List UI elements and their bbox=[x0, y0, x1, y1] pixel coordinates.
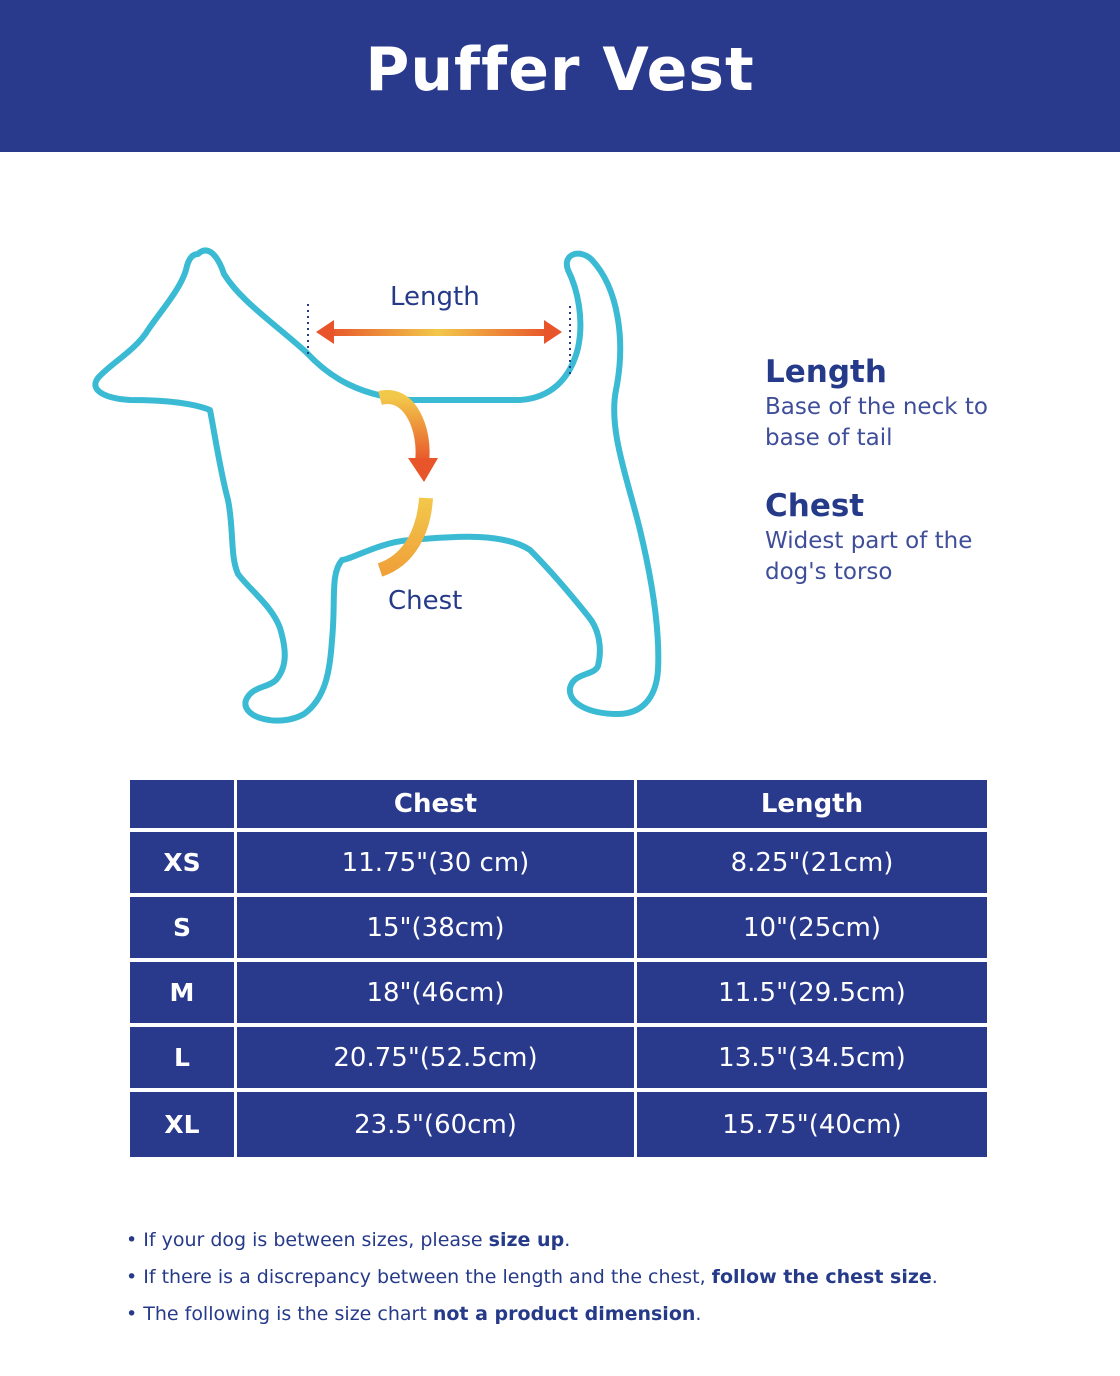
note-item bbox=[126, 1296, 1026, 1333]
legend-length-desc-line2: base of tail bbox=[765, 425, 893, 451]
page-title: Puffer Vest bbox=[365, 35, 755, 105]
note-item bbox=[126, 1222, 1026, 1259]
length-cell: 11.5"(29.5cm) bbox=[637, 962, 987, 1027]
size-chart-table bbox=[130, 780, 987, 1157]
dog-outline bbox=[95, 250, 658, 720]
length-cell: 10"(25cm) bbox=[637, 897, 987, 962]
legend-chest-desc-line2: dog's torso bbox=[765, 559, 893, 585]
legend-length-title: Length bbox=[765, 354, 887, 390]
chest-cell: 18"(46cm) bbox=[237, 962, 637, 1027]
legend-chest-desc-line1: Widest part of the bbox=[765, 528, 973, 554]
size-cell: XL bbox=[130, 1092, 237, 1157]
note-emphasis: not a product dimension bbox=[432, 1303, 696, 1325]
note-item bbox=[126, 1259, 1026, 1296]
length-label: Length bbox=[390, 282, 480, 312]
header-length: Length bbox=[637, 780, 987, 832]
note-suffix: . bbox=[695, 1303, 702, 1325]
note-suffix: . bbox=[931, 1266, 938, 1288]
legend-chest bbox=[765, 486, 1085, 588]
page-header bbox=[0, 0, 1120, 152]
header-chest: Chest bbox=[237, 780, 637, 832]
legend-length-desc-line1: Base of the neck to bbox=[765, 394, 988, 420]
dog-measurement-diagram bbox=[80, 230, 700, 730]
table-header-row bbox=[130, 780, 987, 832]
length-cell: 8.25"(21cm) bbox=[637, 832, 987, 897]
note-emphasis: size up bbox=[488, 1229, 565, 1251]
length-arrow bbox=[316, 320, 562, 344]
note-suffix: . bbox=[564, 1229, 571, 1251]
table-row bbox=[130, 1092, 987, 1157]
chest-cell: 15"(38cm) bbox=[237, 897, 637, 962]
chest-cell: 20.75"(52.5cm) bbox=[237, 1027, 637, 1092]
chest-cell: 11.75"(30 cm) bbox=[237, 832, 637, 897]
table-row bbox=[130, 962, 987, 1027]
legend-chest-title: Chest bbox=[765, 488, 865, 524]
size-cell: M bbox=[130, 962, 237, 1027]
chest-label: Chest bbox=[388, 586, 463, 616]
chest-cell: 23.5"(60cm) bbox=[237, 1092, 637, 1157]
table-row bbox=[130, 1027, 987, 1092]
size-cell: L bbox=[130, 1027, 237, 1092]
header-size bbox=[130, 780, 237, 832]
measurement-legend bbox=[765, 352, 1085, 620]
note-text: • If there is a discrepancy between the length and the chest, bbox=[126, 1266, 712, 1288]
length-cell: 13.5"(34.5cm) bbox=[637, 1027, 987, 1092]
size-cell: XS bbox=[130, 832, 237, 897]
note-emphasis: follow the chest size bbox=[711, 1266, 932, 1288]
table-row bbox=[130, 832, 987, 897]
size-cell: S bbox=[130, 897, 237, 962]
note-text: • The following is the size chart bbox=[126, 1303, 433, 1325]
legend-length bbox=[765, 352, 1085, 454]
size-notes bbox=[126, 1222, 1026, 1333]
table-row bbox=[130, 897, 987, 962]
length-cell: 15.75"(40cm) bbox=[637, 1092, 987, 1157]
note-text: • If your dog is between sizes, please bbox=[126, 1229, 489, 1251]
